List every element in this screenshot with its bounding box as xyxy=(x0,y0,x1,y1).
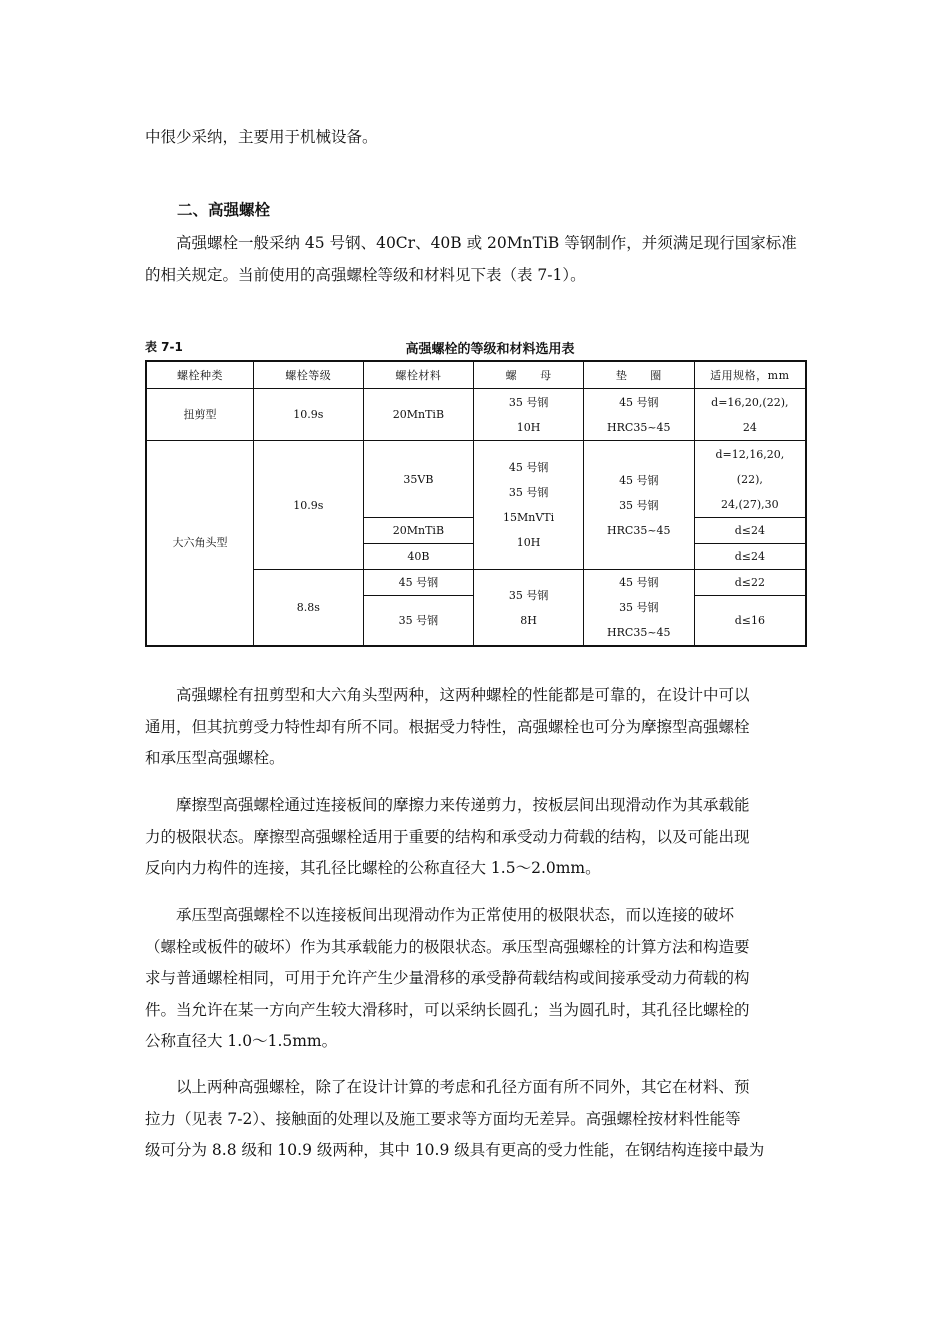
spec-cell: d≤22 xyxy=(694,570,806,596)
nut-cell: 35 号钢 10H xyxy=(474,389,584,441)
material-cell: 35 号钢 xyxy=(363,596,474,646)
washer-cell: 45 号钢 HRC35~45 xyxy=(583,389,694,441)
material-cell: 45 号钢 xyxy=(363,570,474,596)
spec-cell: d=12,16,20, (22), 24,(27),30 xyxy=(694,441,806,518)
header-cell: 适用规格，mm xyxy=(694,361,806,389)
paragraph-2: 高强螺栓有扭剪型和大六角头型两种，这两种螺栓的性能都是可靠的，在设计中可以 通用，但其抗剪受力特性却有所不同。根据受力特性，高强螺栓也可分为摩擦型高强螺栓 和承压型高强螺栓。 xyxy=(145,686,750,767)
paragraph-1: 高强螺栓一般采纳 45 号钢、40Cr、40B 或 20MnTiB 等钢制作，并须满足现行国家标准 的相关规定。当前使用的高强螺栓等级和材料见下表（表 7-1）。 xyxy=(145,234,797,284)
material-cell: 20MnTiB xyxy=(363,518,474,544)
section-heading: 二、高强螺栓 xyxy=(177,201,271,219)
washer-cell: 45 号钢 35 号钢 HRC35~45 xyxy=(583,441,694,570)
grade-cell: 10.9s xyxy=(253,389,363,441)
spec-cell: d≤24 xyxy=(694,518,806,544)
washer-cell: 45 号钢 35 号钢 HRC35~45 xyxy=(583,570,694,646)
bolt-table xyxy=(145,360,807,647)
grade-cell: 10.9s xyxy=(253,441,363,570)
spec-cell: d=16,20,(22), 24 xyxy=(694,389,806,441)
table-row xyxy=(146,441,806,518)
table-label: 表 7-1 xyxy=(145,340,183,354)
table-title: 高强螺栓的等级和材料选用表 xyxy=(405,342,575,357)
paragraph-3: 摩擦型高强螺栓通过连接板间的摩擦力来传递剪力，按板层间出现滑动作为其承载能 力的极限状态。摩擦型高强螺栓适用于重要的结构和承受动力荷载的结构，以及可能出现 反向内力构件的连接，其孔径比螺栓的公称直径大 1.5～2.0mm。 xyxy=(145,796,750,877)
material-cell: 20MnTiB xyxy=(363,389,474,441)
bolt-type-cell: 大六角头型 xyxy=(146,441,253,646)
paragraph-4: 承压型高强螺栓不以连接板间出现滑动作为正常使用的极限状态，而以连接的破坏 （螺栓或板件的破坏）作为其承载能力的极限状态。承压型高强螺栓的计算方法和构造要 求与普通螺栓相同，可用于允许产生少量滑移的承受静荷载结构或间接承受动力荷载的构 件。当允许在某一方向产生较大滑移时，可以采纳长圆孔；当为圆孔时，其孔径比螺栓的 公称直径大 1.0～1.5mm。 xyxy=(145,906,750,1050)
table-header-row xyxy=(146,361,806,389)
material-cell: 40B xyxy=(363,544,474,570)
material-cell: 35VB xyxy=(363,441,474,518)
header-cell: 螺 母 xyxy=(474,361,584,389)
table-row xyxy=(146,389,806,441)
header-cell: 螺栓材料 xyxy=(363,361,474,389)
nut-cell: 45 号钢 35 号钢 15MnVTi 10H xyxy=(474,441,584,570)
spec-cell: d≤16 xyxy=(694,596,806,646)
header-cell: 垫 圈 xyxy=(583,361,694,389)
nut-cell: 35 号钢 8H xyxy=(474,570,584,646)
bolt-type-cell: 扭剪型 xyxy=(146,389,253,441)
grade-cell: 8.8s xyxy=(253,570,363,646)
intro-paragraph: 中很少采纳，主要用于机械设备。 xyxy=(145,128,378,146)
header-cell: 螺栓种类 xyxy=(146,361,253,389)
paragraph-5: 以上两种高强螺栓，除了在设计计算的考虑和孔径方面有所不同外，其它在材料、预 拉力（见表 7-2）、接触面的处理以及施工要求等方面均无差异。高强螺栓按材料性能等 级可分为 8.8 级和 10.9 级两种，其中 10.9 级具有更高的受力性能，在钢结构连接中最为 xyxy=(145,1078,765,1159)
header-cell: 螺栓等级 xyxy=(253,361,363,389)
spec-cell: d≤24 xyxy=(694,544,806,570)
